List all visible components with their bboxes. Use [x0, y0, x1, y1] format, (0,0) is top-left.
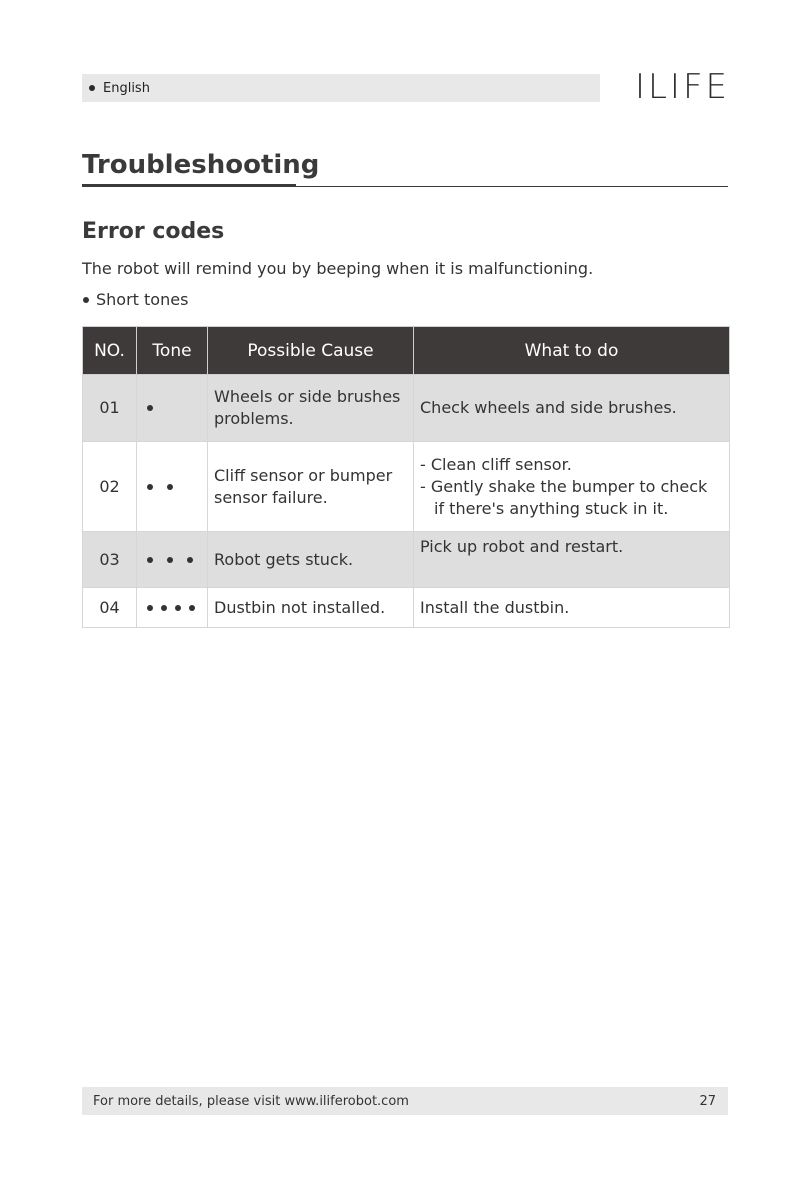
table-row	[83, 532, 730, 588]
tone-pattern	[137, 588, 208, 628]
what-to-do	[414, 588, 730, 628]
what-to-do	[414, 532, 730, 588]
tone-dot-icon	[147, 484, 153, 490]
header-what-to-do: What to do	[414, 327, 730, 375]
action-line: if there's anything stuck in it.	[434, 498, 669, 518]
title-underline	[82, 184, 296, 187]
language-label: English	[103, 80, 150, 96]
error-number: 04	[83, 588, 137, 628]
brand-logo: ILIFE	[634, 67, 730, 107]
action-line: - Clean cliff sensor.	[420, 454, 572, 474]
language-bar	[82, 74, 600, 102]
action-line: Pick up robot and restart.	[420, 537, 624, 556]
what-to-do	[414, 375, 730, 442]
cause-line: Dustbin not installed.	[214, 597, 386, 617]
tone-dot-icon	[147, 557, 153, 563]
footer-bar	[82, 1087, 728, 1115]
error-codes-table	[82, 326, 730, 628]
table-header-row	[83, 327, 730, 375]
header-tone: Tone	[137, 327, 208, 375]
cause-line: Robot gets stuck.	[214, 549, 354, 569]
footer-text: For more details, please visit www.iliferobot.com	[93, 1093, 409, 1109]
tone-dot-icon	[147, 405, 153, 411]
cause-line: problems.	[214, 409, 294, 428]
action-line: Install the dustbin.	[420, 597, 570, 617]
tone-dot-icon	[187, 557, 193, 563]
tone-pattern	[137, 532, 208, 588]
action-line: Check wheels and side brushes.	[420, 398, 677, 417]
possible-cause	[208, 588, 414, 628]
tone-dot-icon	[189, 605, 195, 611]
tone-dot-icon	[167, 484, 173, 490]
tone-pattern	[137, 375, 208, 442]
header-possible-cause: Possible Cause	[208, 327, 414, 375]
what-to-do	[414, 442, 730, 532]
bullet-icon	[83, 297, 89, 303]
error-number: 01	[83, 375, 137, 442]
error-number: 03	[83, 532, 137, 588]
page-number: 27	[699, 1093, 716, 1109]
page-title: Troubleshooting	[82, 150, 320, 180]
tones-label	[82, 289, 188, 311]
table-row	[83, 442, 730, 532]
bullet-icon	[89, 85, 95, 91]
cause-line: Cliff sensor or bumper	[214, 465, 393, 485]
tone-dot-icon	[161, 605, 167, 611]
tone-dot-icon	[167, 557, 173, 563]
possible-cause	[208, 375, 414, 442]
possible-cause	[208, 442, 414, 532]
error-number: 02	[83, 442, 137, 532]
table-row	[83, 375, 730, 442]
intro-text: The robot will remind you by beeping when it is malfunctioning.	[82, 259, 594, 278]
cause-line: Wheels or side brushes	[214, 387, 401, 406]
possible-cause	[208, 532, 414, 588]
tone-dot-icon	[175, 605, 181, 611]
cause-line: sensor failure.	[214, 487, 328, 507]
header-no: NO.	[83, 327, 137, 375]
tone-pattern	[137, 442, 208, 532]
section-heading: Error codes	[82, 219, 225, 244]
tone-dot-icon	[147, 605, 153, 611]
tones-label-text: Short tones	[96, 290, 189, 309]
table-row	[83, 588, 730, 628]
action-line: - Gently shake the bumper to check	[420, 476, 708, 496]
